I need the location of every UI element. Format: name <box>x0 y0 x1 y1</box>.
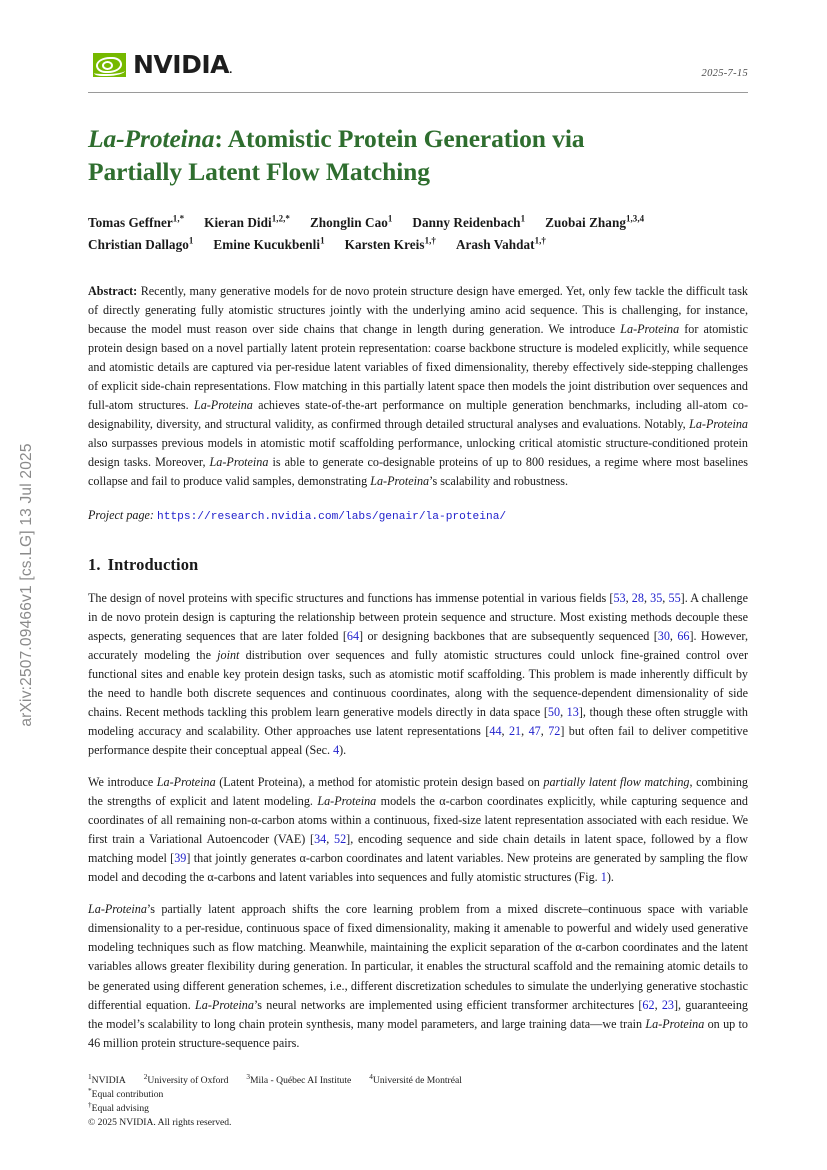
paper-page <box>88 0 748 1170</box>
affiliation-entry <box>88 1072 135 1086</box>
author-row-1 <box>88 212 748 233</box>
section-heading-introduction <box>88 555 748 575</box>
author-name: Kieran Didi <box>204 215 272 231</box>
par-text: ] or designing backbones that are subsequently sequenced [ <box>359 629 658 644</box>
author-entry <box>456 237 546 252</box>
abstract-section <box>88 282 748 491</box>
footnote-marker: * <box>88 1086 92 1095</box>
nvidia-logo <box>93 50 232 80</box>
nvidia-eye-icon <box>93 53 126 77</box>
author-name: Karsten Kreis <box>344 236 425 252</box>
par-text: , combining the strengths of explicit and latent modeling. <box>88 775 749 809</box>
author-affiliation-marker: 1 <box>387 213 393 224</box>
affiliation-marker: 3 <box>246 1072 251 1081</box>
par-text: ]. However, accurately modeling the <box>88 629 748 663</box>
par-text: , <box>540 724 549 739</box>
citation-ref[interactable]: 44 <box>489 724 502 739</box>
author-name: Zuobai Zhang <box>545 215 626 231</box>
title-model-name: La-Proteina <box>88 124 215 153</box>
abstract-text-6: ’s scalability and robustness. <box>429 474 569 489</box>
arxiv-identifier-stamp: arXiv:2507.09466v1 [cs.LG] 13 Jul 2025 <box>18 443 35 727</box>
citation-ref[interactable]: 53 <box>613 591 626 606</box>
par-text: ], encoding sequence and side chain details in latent space, followed by a flow matching model [ <box>88 832 748 866</box>
footnote-marker: † <box>88 1100 92 1109</box>
affiliation-marker: 1 <box>88 1072 92 1081</box>
author-affiliation-marker: 1,† <box>424 235 436 246</box>
footnote-equal-advising <box>88 1102 748 1116</box>
author-affiliation-marker: 1,3,4 <box>625 213 645 224</box>
footnote-text: Equal contribution <box>91 1088 164 1100</box>
model-name: La-Proteina <box>156 775 216 790</box>
citation-ref[interactable]: 30 <box>657 629 670 644</box>
nvidia-wordmark <box>133 50 232 80</box>
citation-ref[interactable]: 34 <box>314 832 327 847</box>
citation-ref[interactable]: 52 <box>334 832 347 847</box>
par-text: ] but often fail to deliver competitive performance despite their conceptual appeal (Sec. <box>88 724 749 758</box>
intro-paragraph-3 <box>88 900 748 1052</box>
nvidia-trademark-mark: . <box>228 66 232 77</box>
affiliation-marker: 2 <box>143 1072 148 1081</box>
author-affiliation-marker: 1 <box>188 235 194 246</box>
affiliation-entry <box>143 1072 238 1086</box>
author-name: Danny Reidenbach <box>412 215 521 231</box>
page-title <box>88 122 748 188</box>
author-entry <box>545 215 644 230</box>
citation-ref[interactable]: 13 <box>566 705 579 720</box>
abstract-text-4: also surpasses previous models in atomistic motif scaffolding performance, unlocking critical atomistic structure-conditioned protein design tasks. Moreover, <box>88 436 748 470</box>
citation-ref[interactable]: 64 <box>346 629 360 644</box>
par-text: , <box>560 705 567 720</box>
citation-ref[interactable]: 39 <box>174 851 187 866</box>
citation-ref[interactable]: 62 <box>642 997 655 1012</box>
abstract-model-name: La-Proteina <box>689 417 748 432</box>
par-text: , <box>501 724 509 739</box>
author-entry <box>88 237 193 252</box>
abstract-model-name: La-Proteina <box>620 322 680 337</box>
footnote-equal-contribution <box>88 1088 748 1102</box>
par-text: ’s partially latent approach shifts the core learning problem from a mixed discrete–continuous space with variable dimensionality to a per-residue, continuous space of fixed dimensionality, making it amenable to powerful and widely used generative modeling techniques such as flow matching. Meanwhile, maintaining the explicit separation of the α-carbon coordinates and the latent variables allows greater flexibility during generation. In particular, it enables the structural scaffold and the remaining atomic details to be generated using different generation schemes, i.e., different discretization schedules to simulate the underlying generative stochastic differential equation. <box>88 902 748 1012</box>
masthead <box>88 0 748 92</box>
abstract-text-2: for atomistic protein design based on a novel partially latent protein representation: coarse backbone structure is modeled explicitly, while sequence and atomistic details are captured via per-residue latent variables of fixed dimensionality, thereby effectively side-stepping challenges of explicit side-chain representations. Flow matching in this partially latent space then models the joint distribution over sequences and full-atom structures. <box>88 322 748 413</box>
par-text: on up to 46 million protein structure-sequence pairs. <box>88 1016 748 1050</box>
par-text: ] that jointly generates α-carbon coordinates and latent variables. New proteins are generated by sampling the flow model and decoding the α-carbons and latent variables into sequences and fully atomistic structures (Fig. <box>88 851 748 885</box>
author-affiliation-marker: 1,* <box>172 213 185 224</box>
author-name: Emine Kucukbenli <box>213 236 321 252</box>
par-text: , <box>643 591 651 606</box>
citation-ref[interactable]: 35 <box>650 591 663 606</box>
affiliation-entry <box>369 1072 471 1086</box>
par-text: ], though these often struggle with modeling accuracy and scalability. Other approaches use latent representations [ <box>88 705 748 739</box>
author-affiliation-marker: 1 <box>320 235 325 246</box>
intro-paragraph-2 <box>88 773 748 887</box>
author-name: Zhonglin Cao <box>309 215 388 231</box>
affiliation-entry <box>246 1072 360 1086</box>
par-text: , <box>669 629 678 644</box>
section-number: 1. <box>88 555 101 575</box>
footnotes-block <box>88 1074 748 1130</box>
author-name: Christian Dallago <box>88 236 189 252</box>
author-entry <box>213 237 324 252</box>
model-name: La-Proteina <box>317 794 377 809</box>
nvidia-wordmark-text: NVIDIA <box>133 50 229 80</box>
copyright-notice: © 2025 NVIDIA. All rights reserved. <box>88 1116 232 1128</box>
author-entry <box>412 215 525 230</box>
citation-ref[interactable]: 66 <box>677 629 690 644</box>
affiliation-text: Mila - Québec AI Institute <box>250 1075 352 1086</box>
section-title: Introduction <box>107 555 199 575</box>
abstract-label: Abstract: <box>88 284 138 299</box>
figure-ref[interactable]: 1 <box>600 870 607 885</box>
model-name: La-Proteina <box>88 902 147 917</box>
abstract-text-1: Recently, many generative models for de novo protein structure design have emerged. Yet, only few tackle the difficult task of directly generating fully atomistic structures jointly with the underlying amino acid sequence. This is challenging, for instance, because the model must reason over side chains that change in length during generation. We introduce <box>88 284 748 337</box>
par-text: The design of novel proteins with specific structures and functions has immense potential in various fields [ <box>88 591 614 606</box>
par-text: ’s neural networks are implemented using efficient transformer architectures [ <box>253 997 643 1012</box>
par-text: , <box>521 724 529 739</box>
par-text: , <box>326 832 335 847</box>
par-text: , <box>662 591 669 606</box>
author-entry <box>310 215 392 230</box>
par-text: ]. A challenge in de novo protein design is capturing the relationship between protein sequence and structure. Most existing methods decouple these aspects, generating sequences that are later folded [ <box>88 591 749 644</box>
model-name: La-Proteina <box>195 997 254 1012</box>
par-text: (Latent Proteina), a method for atomistic protein design based on <box>215 775 544 790</box>
abstract-text-3: achieves state-of-the-art performance on multiple generation benchmarks, including all-atom co-designability, diversity, and structural validity, as confirmed through detailed structural analyses and evaluations. Notably, <box>88 398 749 432</box>
author-name: Arash Vahdat <box>455 236 535 252</box>
citation-ref[interactable]: 47 <box>528 724 541 739</box>
affiliation-text: Université de Montréal <box>372 1075 462 1086</box>
citation-ref[interactable]: 72 <box>548 724 561 739</box>
par-text: distribution over sequences and fully atomistic structures could unlock fine-grained control over functional sites and enable key protein design tasks, such as atomistic motif scaffolding. This problem is made inherently difficult by the need to handle both discrete sequences and continuous coordinates, along with the sequence-dependent dimensionality of side chains. Recent methods tackling this problem learn generative models directly in data space [ <box>88 648 748 720</box>
abstract-model-name: La-Proteina <box>370 474 430 489</box>
par-text: ). <box>606 870 614 885</box>
project-page-line <box>88 508 748 523</box>
model-name: La-Proteina <box>645 1016 705 1031</box>
abstract-model-name: La-Proteina <box>209 455 269 470</box>
author-entry <box>204 215 290 230</box>
citation-ref[interactable]: 21 <box>508 724 522 739</box>
author-affiliation-marker: 1,† <box>534 235 546 246</box>
affiliation-text: University of Oxford <box>147 1075 229 1086</box>
author-entry <box>88 215 184 230</box>
author-entry <box>345 237 436 252</box>
intro-paragraph-1 <box>88 589 748 760</box>
citation-ref[interactable]: 23 <box>661 997 674 1012</box>
section-ref[interactable]: 4 <box>333 743 340 758</box>
author-affiliation-marker: 1,2,* <box>271 213 290 224</box>
title-line-1-rest: : Atomistic Protein Generation via <box>214 124 585 153</box>
author-list <box>88 212 748 255</box>
citation-ref[interactable]: 55 <box>668 591 681 606</box>
author-name: Tomas Geffner <box>88 215 173 231</box>
par-text: , <box>625 591 632 606</box>
par-text: ). <box>339 743 347 758</box>
affiliations-line <box>88 1074 748 1088</box>
par-text: We introduce <box>88 775 157 790</box>
masthead-date: 2025-7-15 <box>701 68 748 79</box>
par-text: ], guaranteeing the model’s scalability to long chain protein synthesis, many model parameters, and large training data—we train <box>88 997 748 1031</box>
affiliation-marker: 4 <box>369 1072 373 1081</box>
project-page-label: Project page: <box>88 508 154 523</box>
abstract-model-name: La-Proteina <box>193 398 253 413</box>
emphasis-method: partially latent flow matching <box>543 775 690 790</box>
citation-ref[interactable]: 28 <box>631 591 644 606</box>
title-line-2: Partially Latent Flow Matching <box>88 157 430 187</box>
affiliation-text: NVIDIA <box>91 1075 126 1086</box>
emphasis-joint: joint <box>217 648 240 663</box>
par-text: models the α-carbon coordinates explicitly, while capturing sequence and coordinates of all remaining non-α-carbon atoms within a continuous, fixed-size latent representation associated with each residue. We first train a Variational Autoencoder (VAE) [ <box>88 794 748 847</box>
par-text: , <box>654 997 662 1012</box>
footnote-text: Equal advising <box>91 1102 149 1114</box>
abstract-text-5: is able to generate co-designable proteins of up to 800 residues, a regime where most baselines collapse and fail to produce valid samples, demonstrating <box>88 455 749 489</box>
author-affiliation-marker: 1 <box>520 213 526 224</box>
masthead-divider <box>88 92 748 93</box>
project-page-link[interactable]: https://research.nvidia.com/labs/genair/la-proteina/ <box>157 511 507 524</box>
author-row-2 <box>88 234 748 255</box>
citation-ref[interactable]: 50 <box>547 705 561 720</box>
